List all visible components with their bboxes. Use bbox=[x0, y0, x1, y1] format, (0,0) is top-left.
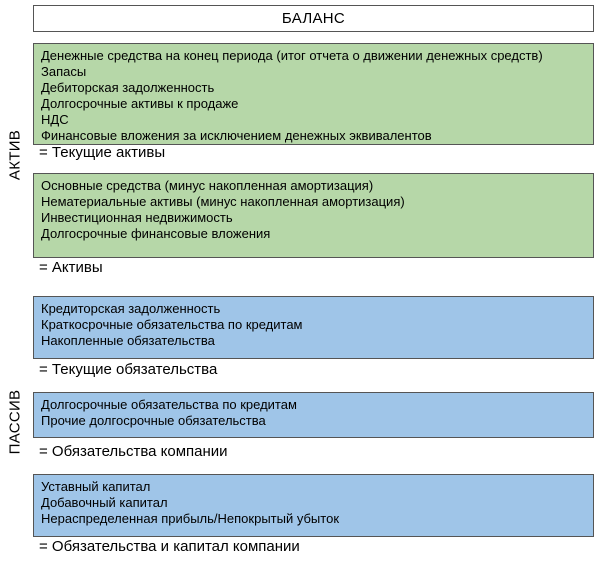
list-item: Запасы bbox=[41, 64, 87, 79]
liabilities-side-label: ПАССИВ bbox=[6, 389, 24, 455]
company-liabilities-total: = Обязательства компании bbox=[39, 443, 228, 460]
list-item: Прочие долгосрочные обязательства bbox=[41, 413, 266, 428]
list-item: Нематериальные активы (минус накопленная амортизация) bbox=[41, 194, 405, 209]
balance-title: БАЛАНС bbox=[33, 5, 594, 32]
list-item: Долгосрочные активы к продаже bbox=[41, 96, 239, 111]
current-liabilities-total: = Текущие обязательства bbox=[39, 361, 218, 378]
list-item: Долгосрочные финансовые вложения bbox=[41, 226, 271, 241]
list-item: Уставный капитал bbox=[41, 479, 151, 494]
list-item: Краткосрочные обязательства по кредитам bbox=[41, 317, 303, 332]
list-item: Дебиторская задолженность bbox=[41, 80, 215, 95]
list-item: Долгосрочные обязательства по кредитам bbox=[41, 397, 297, 412]
list-item: Инвестиционная недвижимость bbox=[41, 210, 233, 225]
list-item: Добавочный капитал bbox=[41, 495, 168, 510]
current-liabilities-block bbox=[33, 296, 594, 359]
list-item: Финансовые вложения за исключением денежных эквивалентов bbox=[41, 128, 432, 143]
list-item: Нераспределенная прибыль/Непокрытый убыток bbox=[41, 511, 340, 526]
list-item: Денежные средства на конец периода (итог отчета о движении денежных средств) bbox=[41, 48, 543, 63]
list-item: НДС bbox=[41, 112, 69, 127]
current-assets-total: = Текущие активы bbox=[39, 144, 166, 161]
list-item: Накопленные обязательства bbox=[41, 333, 215, 348]
list-item: Основные средства (минус накопленная амортизация) bbox=[41, 178, 374, 193]
assets-side-label: АКТИВ bbox=[6, 129, 24, 181]
noncurrent-assets-block bbox=[33, 173, 594, 258]
liabilities-and-equity-total: = Обязательства и капитал компании bbox=[39, 538, 300, 555]
current-assets-block bbox=[33, 43, 594, 145]
longterm-liabilities-block bbox=[33, 392, 594, 438]
equity-block bbox=[33, 474, 594, 537]
list-item: Кредиторская задолженность bbox=[41, 301, 221, 316]
assets-total: = Активы bbox=[39, 259, 103, 276]
